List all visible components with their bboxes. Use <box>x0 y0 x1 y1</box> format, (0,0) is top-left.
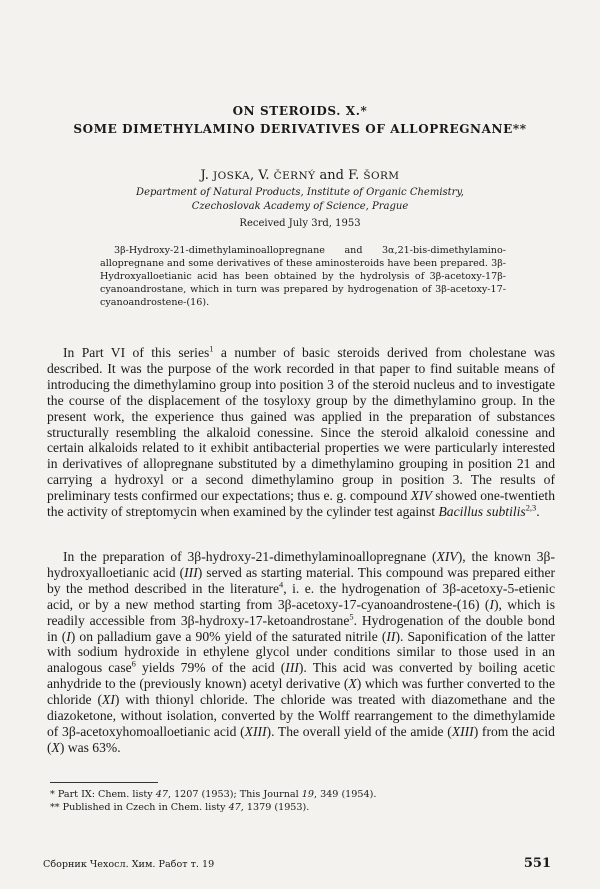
italic-text: XIV <box>410 488 432 504</box>
received-date: Received July 3rd, 1953 <box>239 218 361 229</box>
italic-text: III <box>184 564 198 580</box>
italic-text: 47 <box>228 802 241 813</box>
italic-text: XIII <box>451 723 474 739</box>
paragraph-text <box>47 345 555 520</box>
author-surname: ŠORM <box>363 170 400 182</box>
text-run: , 1207 (1953); This Journal <box>167 789 302 800</box>
italic-text: Bacillus subtilis <box>438 504 526 520</box>
author-list <box>0 168 600 183</box>
journal-name: Сборник Чехосл. Хим. Работ т. 19 <box>43 859 215 870</box>
text-run: , 349 (1954). <box>313 789 377 800</box>
text-run: ** Published in Czech in Chem. listy <box>50 802 229 813</box>
text-run: yields 79% of the acid ( <box>135 660 286 676</box>
italic-text: XIII <box>244 723 267 739</box>
text-run: ) from the acid ( <box>47 723 555 755</box>
text-run: a number of basic steroids derived from cholestane was described. It was the purpose of the work recorded in that paper to find suitable means of introducing the dimethylamino group into position 3 of the steroid nucleus and to investigate the course of the displacement of the tosyloxy group by the dimethylamino group. In the present work, the experience thus gained was applied in the preparation of substances structurally resembling the alkaloid conessine. Since the steroid alkaloid conessine and certain alkaloids related to it exhibit antibacterial properties we were particularly interested in derivatives of allopregnane substituted by a dimethylamino grouping in position 21 and carrying a hydroxyl or a second dimethylamino group in position 3. The results of preliminary tests confirmed our expectations; thus e. g. compound <box>47 345 555 504</box>
affiliation-line: Czechoslovak Academy of Science, Prague <box>191 201 409 212</box>
text-run: , i. e. the hydrogenation of 3β-acetoxy-5-etienic acid, or by a new method starting from 3β-acetoxy-17-cyanoandrostene-(16) ( <box>47 580 555 612</box>
footnote-part-ix <box>50 788 510 801</box>
author-separator: and <box>315 168 349 183</box>
reference-marker: 1 <box>209 343 214 354</box>
author-separator: , <box>250 168 259 183</box>
reference-marker: 2,3 <box>525 502 537 513</box>
affiliation <box>0 186 600 214</box>
body-paragraph-2 <box>47 549 555 756</box>
text-run: ), which is readily accessible from 3β-hydroxy-17-ketoandrostane <box>47 596 555 628</box>
reference-marker: 6 <box>131 658 136 669</box>
footnotes <box>50 788 510 814</box>
text-run: ) was 63%. <box>59 739 121 755</box>
reference-marker: 4 <box>279 579 284 590</box>
author-initial: V. <box>258 168 274 183</box>
italic-text: XIV <box>436 549 458 564</box>
text-run: 3β-Hydroxy-21-dimethylaminoallopregnane and 3α,21-bis-dimethylamino-allopregnane and some derivatives of these aminosteroids have been prepared. 3β-Hydroxyalloetianic acid has been obtained by the hydrolysis of 3β-acetoxy-17β-cyanoandrostane, which in turn was prepared by hydrogenation of 3β-acetoxy-17-cyanoandrostene-(16). <box>100 245 506 308</box>
text-run: In Part VI of this series <box>63 345 210 360</box>
text-run: . <box>536 504 540 520</box>
italic-text: X <box>348 676 357 692</box>
text-run: ) which was further converted to the chloride ( <box>47 676 555 708</box>
text-run: showed one-twentieth the activity of streptomycin when examined by the cylinder test against <box>47 488 556 520</box>
italic-text: III <box>285 660 299 676</box>
italic-text: 47 <box>155 789 168 800</box>
abstract <box>100 244 506 309</box>
text-run: ). Saponification of the latter with sodium hydroxide in ethylene glycol under conditions similar to those used in an analogous case <box>47 628 556 676</box>
text-run: In the preparation of 3β-hydroxy-21-dimethylaminoallopregnane ( <box>63 549 437 564</box>
text-run: , 1379 (1953). <box>240 802 310 813</box>
footnote-divider <box>50 782 158 783</box>
footnote-czech-publication <box>50 801 510 814</box>
italic-text: 19 <box>301 789 314 800</box>
paragraph-text <box>47 549 555 756</box>
author-surname: JOSKA <box>213 170 251 182</box>
abstract-text <box>100 244 506 309</box>
author-surname: ČERNÝ <box>273 170 316 182</box>
article-title: SOME DIMETHYLAMINO DERIVATIVES OF ALLOPREGNANE** <box>73 122 527 136</box>
text-run: ). This acid was converted by boiling acetic anhydride to the (previously known) acetyl derivative ( <box>47 660 555 692</box>
article-title-series: ON STEROIDS. X.* <box>232 104 368 118</box>
text-run: ) served as starting material. This compound was prepared either by the method described in the literature <box>47 564 555 596</box>
affiliation-line: Department of Natural Products, Institute of Organic Chemistry, <box>136 187 464 198</box>
text-run: ), the known 3β-hydroxyalloetianic acid ( <box>47 549 555 580</box>
italic-text: X <box>51 739 60 755</box>
italic-text: XI <box>102 692 115 708</box>
reference-marker: 5 <box>349 611 354 622</box>
italic-text: I <box>489 596 494 612</box>
text-run: * Part IX: Chem. listy <box>50 789 156 800</box>
body-paragraph-1 <box>47 345 555 520</box>
text-run: . Hydrogenation of the double bond in ( <box>47 612 555 644</box>
text-run: ). The overall yield of the amide ( <box>266 723 452 739</box>
author-initial: J. <box>200 168 213 183</box>
text-run: ) with thionyl chloride. The chloride was treated with diazomethane and the diazoketone, without isolation, converted by the Wolff rearrangement to the dimethylamide of 3β-acetoxyhomoalloetianic acid ( <box>47 692 555 739</box>
text-run: ) on palladium gave a 90% yield of the saturated nitrile ( <box>70 628 387 644</box>
italic-text: II <box>386 628 396 644</box>
italic-text: I <box>66 628 71 644</box>
page-number: 551 <box>523 856 551 871</box>
author-initial: F. <box>348 168 364 183</box>
